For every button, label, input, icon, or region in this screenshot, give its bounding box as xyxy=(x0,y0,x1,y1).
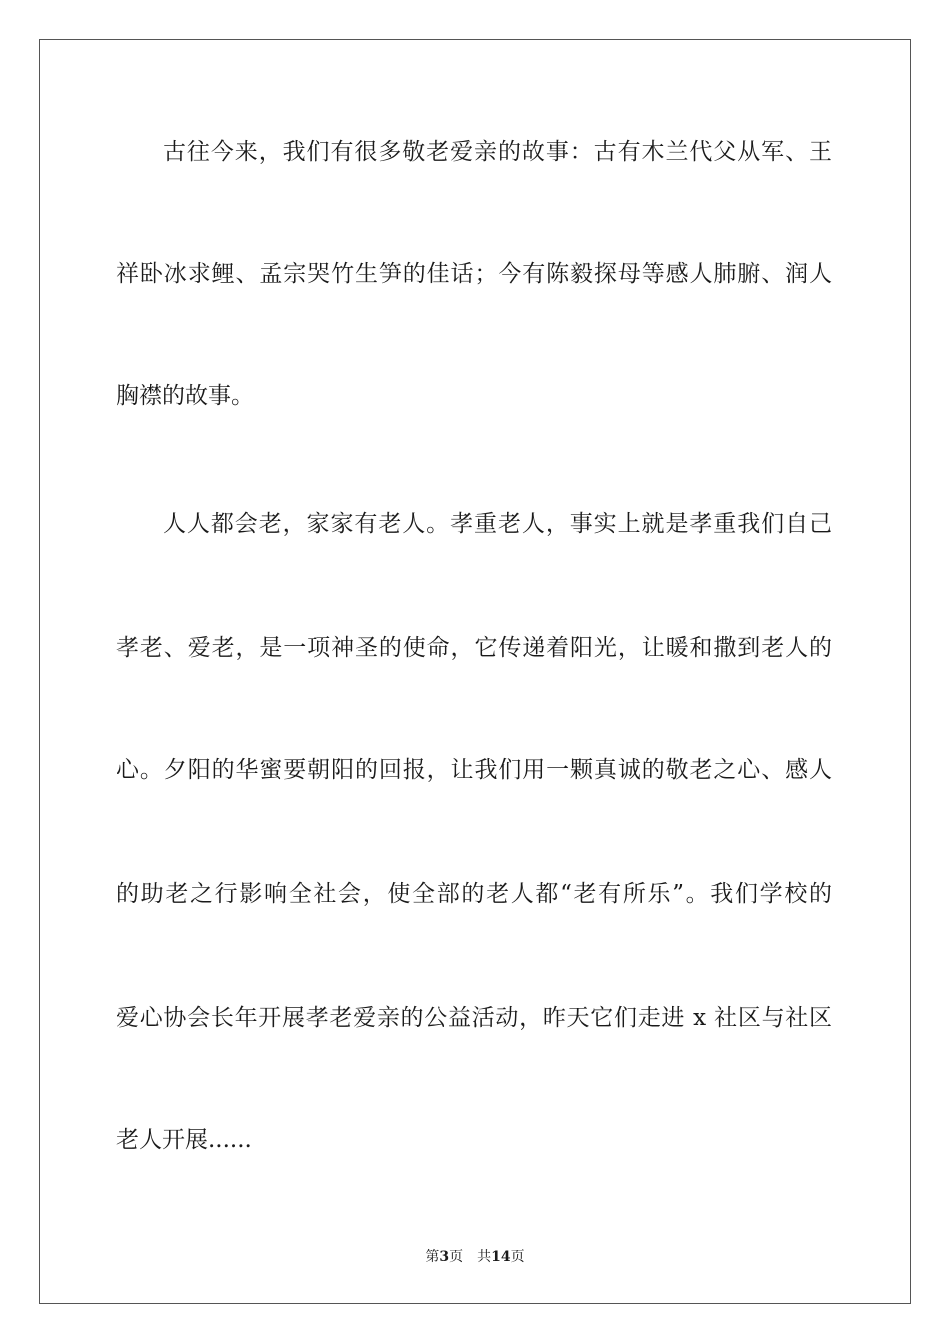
paragraph-2-line-4: 的助老之行影响全社会，使全部的老人都“老有所乐”。我们学校的 xyxy=(116,881,832,907)
page-footer xyxy=(0,1247,950,1267)
page-border xyxy=(39,39,911,1304)
footer-page-mid: 页 共 xyxy=(449,1249,492,1265)
paragraph-1-line-3: 胸襟的故事。 xyxy=(116,383,254,409)
paragraph-2-line-6: 老人开展...... xyxy=(116,1127,252,1153)
paragraph-2-line-5: 爱心协会长年开展孝老爱亲的公益活动，昨天它们走进 x 社区与社区 xyxy=(116,1005,832,1031)
paragraph-2-line-2: 孝老、爱老，是一项神圣的使命，它传递着阳光，让暖和撒到老人的 xyxy=(116,635,832,661)
paragraph-1-line-2: 祥卧冰求鲤、孟宗哭竹生笋的佳话；今有陈毅探母等感人肺腑、润人 xyxy=(116,261,832,287)
footer-page-suffix: 页 xyxy=(510,1249,525,1265)
footer-page-prefix: 第 xyxy=(425,1249,440,1265)
footer-page-current: 3 xyxy=(439,1249,450,1265)
paragraph-2-line-1: 人人都会老，家家有老人。孝重老人，事实上就是孝重我们自己 xyxy=(163,511,832,537)
paragraph-2-line-3: 心。夕阳的华蜜要朝阳的回报，让我们用一颗真诚的敬老之心、感人 xyxy=(116,757,832,783)
footer-page-total: 14 xyxy=(491,1249,511,1265)
paragraph-1-line-1: 古往今来，我们有很多敬老爱亲的故事：古有木兰代父从军、王 xyxy=(163,139,832,165)
